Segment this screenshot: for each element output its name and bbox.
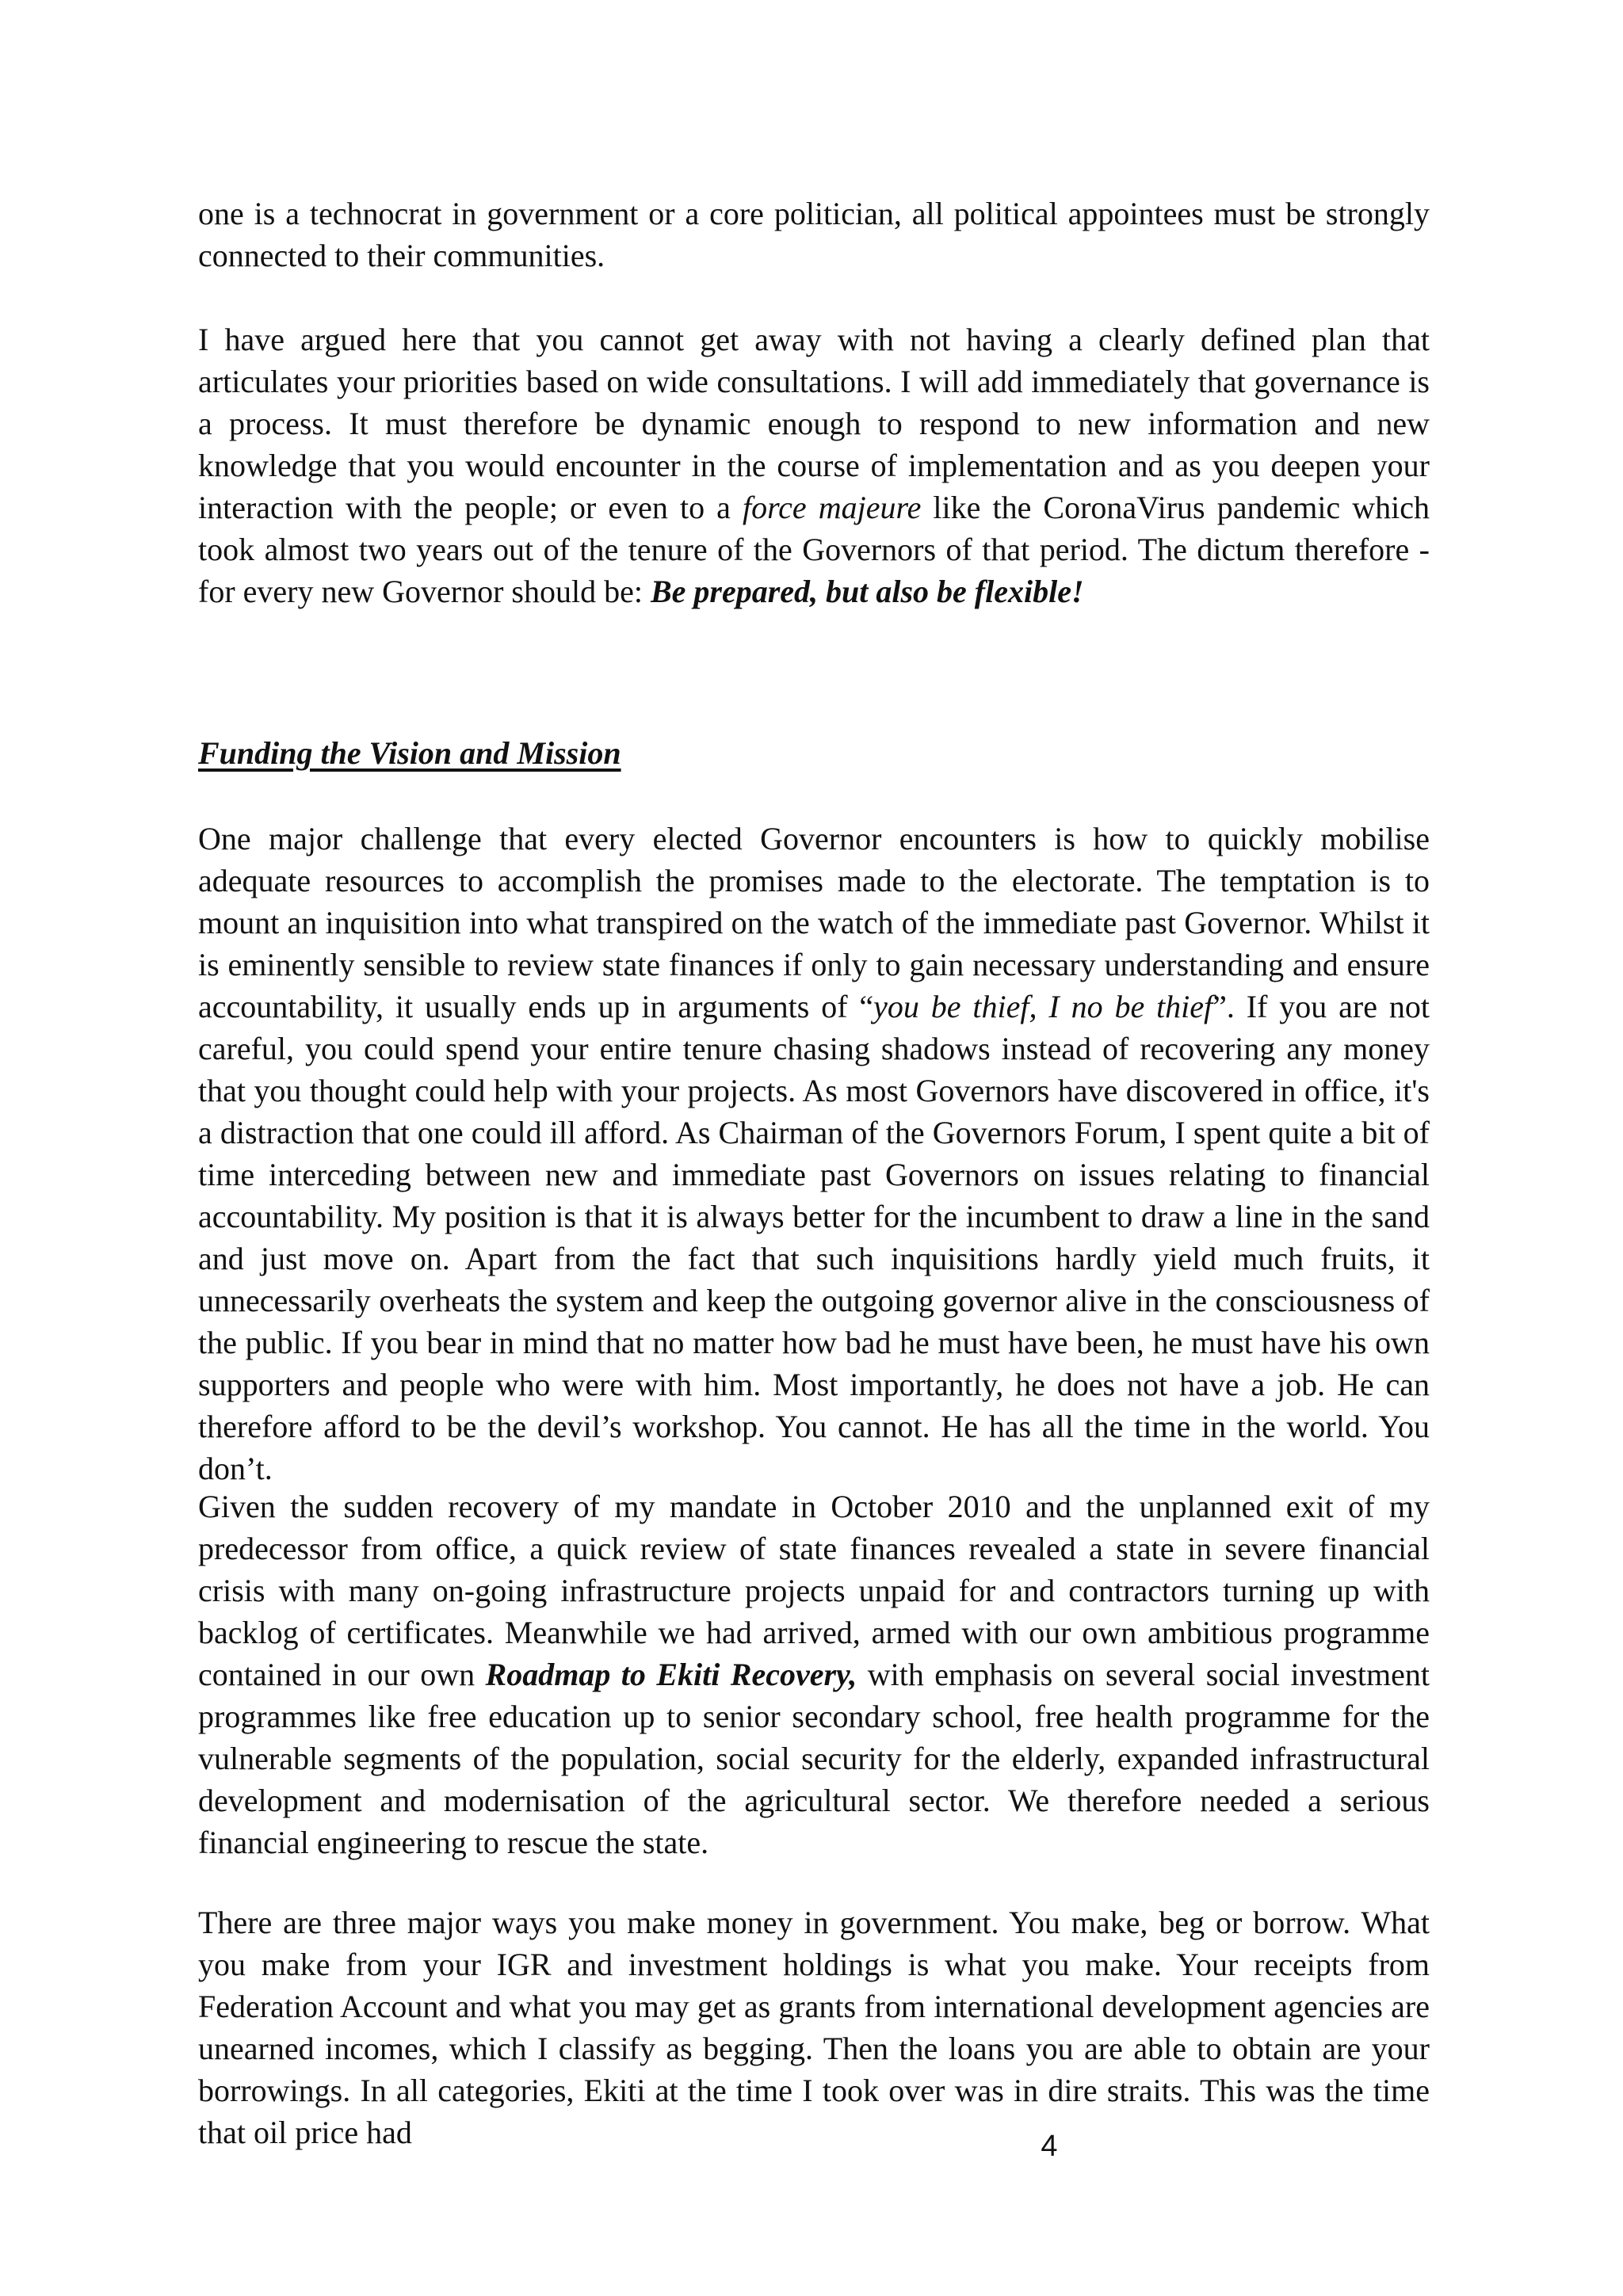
paragraph-2-italic-term: force majeure xyxy=(742,490,922,525)
paragraph-4-text-a: Given the sudden recovery of my mandate in October 2010 and the unplanned exit of my predecessor from office, a quick review of state finances revealed a state in severe financial crisis with many on-going infrastructure projects unpaid for and contractors turning up with backlog of certificates. Meanwhile we had arrived, armed with our own ambitious programme contained in our own xyxy=(198,1489,1430,1692)
paragraph-4-roadmap-title: Roadmap to Ekiti Recovery, xyxy=(485,1657,857,1692)
paragraph-3-text-b: ”. If you are not careful, you could spend your entire tenure chasing shadows instead of recovering any money that you thought could help with your projects. As most Governors have discovered in office, it's a distraction that one could ill afford. As Chairman of the Governors Forum, I spent quite a bit of time interceding between new and immediate past Governors on issues relating to financial accountability. My position is that it is always better for the incumbent to draw a line in the sand and just move on. Apart from the fact that such inquisitions hardly yield much fruits, it unnecessarily overheats the system and keep the outgoing governor alive in the consciousness of the public. If you bear in mind that no matter how bad he must have been, he must have his own supporters and people who were with him. Most importantly, he does not have a job. He can therefore afford to be the devil’s workshop. You cannot. He has all the time in the world. You don’t. xyxy=(198,989,1430,1486)
page-number: 4 xyxy=(1041,2130,1058,2163)
paragraph-4-text-b: with emphasis on several social investment programmes like free education up to senior secondary school, free health programme for the vulnerable segments of the population, social security for the elderly, expanded infrastructural development and modernisation of the agricultural sector. We therefore needed a serious financial engineering to rescue the state. xyxy=(198,1657,1430,1860)
paragraph-4 xyxy=(198,1486,1430,1863)
paragraph-2-dictum: Be prepared, but also be flexible! xyxy=(650,574,1084,609)
section-heading: Funding the Vision and Mission xyxy=(198,735,621,771)
paragraph-5: There are three major ways you make money in government. You make, beg or borrow. What you make from your IGR and investment holdings is what you make. Your receipts from Federation Account and what you may get as grants from international development agencies are unearned incomes, which I classify as begging. Then the loans you are able to obtain are your borrowings. In all categories, Ekiti at the time I took over was in dire straits. This was the time that oil price had xyxy=(198,1905,1430,2150)
paragraph-2-text-b: like the CoronaVirus pandemic which took almost two years out of the tenure of the Governors of that period. The dictum therefore - for every new Governor should be: xyxy=(198,490,1430,609)
paragraph-1: one is a technocrat in government or a core politician, all political appointees must be strongly connected to their communities. xyxy=(198,196,1430,273)
paragraph-2-text-a: I have argued here that you cannot get away with not having a clearly defined plan that articulates your priorities based on wide consultations. I will add immediately that governance is a process. It must therefore be dynamic enough to respond to new information and new knowledge that you would encounter in the course of implementation and as you deepen your interaction with the people; or even to a xyxy=(198,322,1430,525)
paragraph-2 xyxy=(198,318,1430,612)
paragraph-3-text-a: One major challenge that every elected Governor encounters is how to quickly mobilise adequate resources to accomplish the promises made to the electorate. The temptation is to mount an inquisition into what transpired on the watch of the immediate past Governor. Whilst it is eminently sensible to review state finances if only to gain necessary understanding and ensure accountability, it usually ends up in arguments of “ xyxy=(198,821,1430,1024)
paragraph-3 xyxy=(198,818,1430,1489)
paragraph-3-italic-quote: you be thief, I no be thief xyxy=(873,989,1213,1024)
